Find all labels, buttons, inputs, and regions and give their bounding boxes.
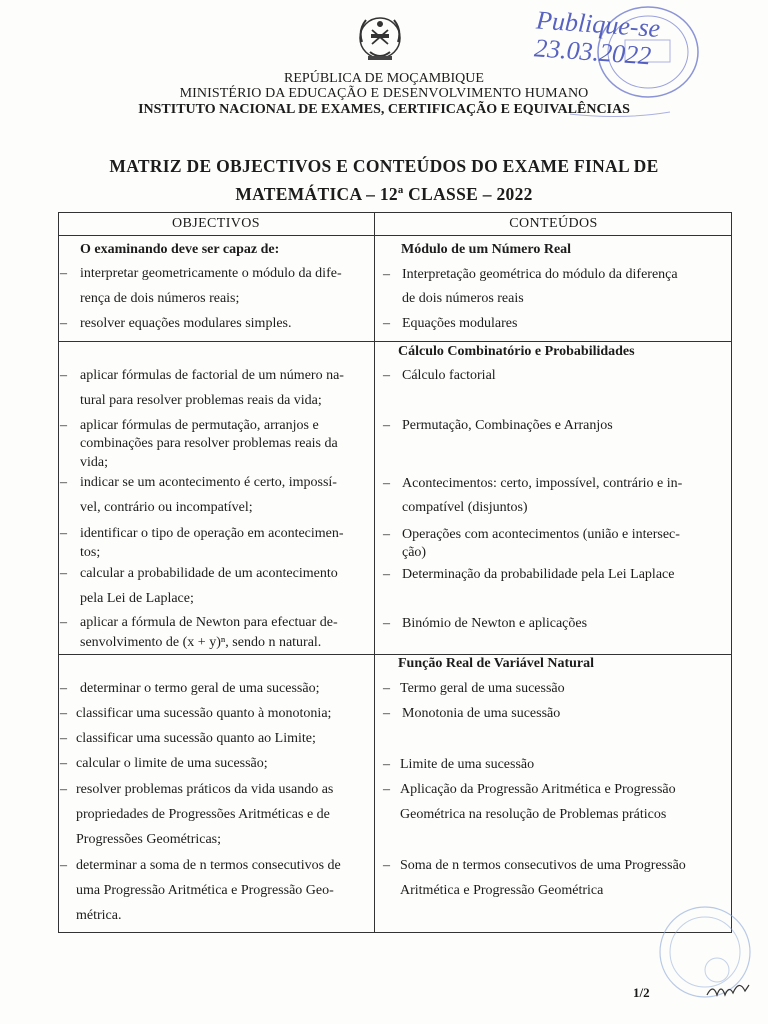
objective-line: tural para resolver problemas reais da vida; [80, 393, 322, 408]
content-line: Monotonia de uma sucessão [402, 706, 561, 721]
row-divider [58, 341, 732, 342]
objective-line: calcular a probabilidade de um acontecimento [80, 566, 338, 581]
bullet-dash: – [60, 316, 67, 331]
objective-line: rença de dois números reais; [80, 291, 240, 306]
bullet-dash: – [60, 782, 67, 797]
bullet-dash: – [383, 567, 390, 582]
bullet-dash: – [60, 418, 67, 433]
content-line: Limite de uma sucessão [400, 757, 535, 772]
objective-line: vel, contrário ou incompatível; [80, 500, 253, 515]
coat-of-arms-emblem [354, 12, 406, 64]
objective-line: resolver equações modulares simples. [80, 316, 292, 331]
section-title: Função Real de Variável Natural [398, 656, 594, 671]
col-header-contents: CONTEÚDOS [509, 216, 598, 231]
objective-line: métrica. [76, 908, 122, 923]
objective-line: aplicar fórmulas de permutação, arranjos e [80, 418, 319, 433]
objective-line: combinações para resolver problemas reais da [80, 436, 338, 451]
bullet-dash: – [60, 368, 67, 383]
objective-line: calcular o limite de uma sucessão; [76, 756, 268, 771]
bullet-dash: – [60, 756, 67, 771]
bullet-dash: – [60, 681, 67, 696]
bullet-dash: – [60, 475, 67, 490]
objective-line: aplicar fórmulas de factorial de um número na- [80, 368, 344, 383]
bullet-dash: – [60, 266, 67, 281]
bullet-dash: – [383, 782, 390, 797]
content-line: ção) [402, 545, 427, 560]
handwritten-initials [705, 975, 753, 1003]
bullet-dash: – [383, 527, 390, 542]
content-line: Soma de n termos consecutivos de uma Progressão [400, 858, 686, 873]
content-line: Binómio de Newton e aplicações [402, 616, 588, 631]
content-line: Aplicação da Progressão Aritmética e Progressão [400, 782, 676, 797]
page-number: 1/2 [633, 985, 650, 1000]
objective-line: aplicar a fórmula de Newton para efectuar de- [80, 615, 338, 630]
section-title: Cálculo Combinatório e Probabilidades [398, 344, 635, 359]
section-title: Módulo de um Número Real [401, 242, 572, 257]
objective-line: resolver problemas práticos da vida usando as [76, 782, 334, 797]
header-institute: INSTITUTO NACIONAL DE EXAMES, CERTIFICAÇÃO E EQUIVALÊNCIAS [138, 102, 630, 117]
bullet-dash: – [60, 526, 67, 541]
objective-line: pela Lei de Laplace; [80, 591, 194, 606]
content-line: Cálculo factorial [402, 368, 496, 383]
content-line: Interpretação geométrica do módulo da diferença [402, 267, 678, 282]
objective-line: vida; [80, 455, 108, 470]
stamp-handwriting: Publique-se 23.03.2022 [533, 5, 662, 71]
bullet-dash: – [60, 858, 67, 873]
column-divider [374, 212, 375, 933]
content-line: Geométrica na resolução de Problemas práticos [400, 807, 667, 822]
bullet-dash: – [60, 731, 67, 746]
objective-line: senvolvimento de (x + y)ⁿ, sendo n natural. [80, 635, 322, 650]
objective-line: determinar o termo geral de uma sucessão; [80, 681, 320, 696]
objective-line: determinar a soma de n termos consecutivos de [76, 858, 341, 873]
objective-line: classificar uma sucessão quanto à monotonia; [76, 706, 332, 721]
content-line: compatível (disjuntos) [402, 500, 528, 515]
objective-line: propriedades de Progressões Aritméticas e de [76, 807, 330, 822]
bullet-dash: – [383, 757, 390, 772]
objective-line: identificar o tipo de operação em acontecimen- [80, 526, 344, 541]
bullet-dash: – [383, 616, 390, 631]
objective-line: interpretar geometricamente o módulo da dife- [80, 266, 342, 281]
objective-line: uma Progressão Aritmética e Progressão Geo- [76, 883, 334, 898]
bullet-dash: – [383, 368, 390, 383]
bullet-dash: – [383, 681, 390, 696]
objective-line: Progressões Geométricas; [76, 832, 222, 847]
bullet-dash: – [60, 615, 67, 630]
content-line: Aritmética e Progressão Geométrica [400, 883, 604, 898]
content-line: Determinação da probabilidade pela Lei Laplace [402, 567, 675, 582]
document-title-line2: MATEMÁTICA – 12ª CLASSE – 2022 [235, 184, 533, 204]
bullet-dash: – [383, 418, 390, 433]
col-header-objectives: OBJECTIVOS [171, 216, 260, 231]
header-ministry: MINISTÉRIO DA EDUCAÇÃO E DESENVOLVIMENTO HUMANO [179, 86, 589, 101]
content-line: Equações modulares [402, 316, 518, 331]
objective-line: classificar uma sucessão quanto ao Limite; [76, 731, 316, 746]
content-line: Permutação, Combinações e Arranjos [402, 418, 613, 433]
content-line: Termo geral de uma sucessão [400, 681, 565, 696]
objective-line: indicar se um acontecimento é certo, impossí- [80, 475, 337, 490]
intro-text: O examinando deve ser capaz de: [80, 242, 280, 257]
objective-line: tos; [80, 545, 101, 560]
bullet-dash: – [383, 267, 390, 282]
bullet-dash: – [383, 706, 390, 721]
content-line: Operações com acontecimentos (união e intersec- [402, 527, 680, 542]
content-line: de dois números reais [402, 291, 524, 306]
bullet-dash: – [383, 858, 390, 873]
document-title-line1: MATRIZ DE OBJECTIVOS E CONTEÚDOS DO EXAME FINAL DE [109, 156, 659, 176]
row-divider [58, 654, 732, 655]
bullet-dash: – [383, 476, 390, 491]
content-line: Acontecimentos: certo, impossível, contrário e in- [402, 476, 683, 491]
bullet-dash: – [60, 706, 67, 721]
header-republic: REPÚBLICA DE MOÇAMBIQUE [284, 71, 484, 86]
bullet-dash: – [383, 316, 390, 331]
bullet-dash: – [60, 566, 67, 581]
row-divider [58, 235, 732, 236]
